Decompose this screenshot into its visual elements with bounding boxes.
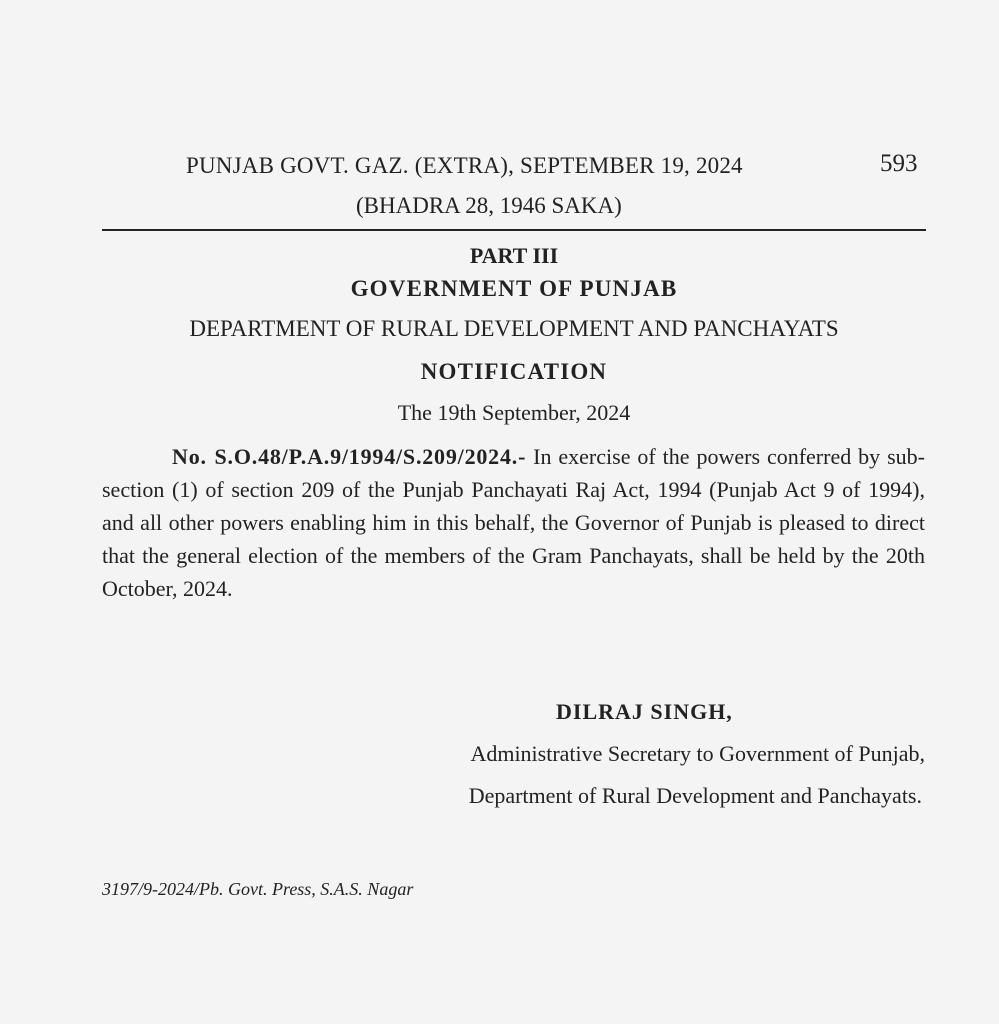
notification-number: No. S.O.48/P.A.9/1994/S.209/2024.- (172, 444, 527, 469)
notification-body (102, 440, 925, 605)
government-heading: GOVERNMENT OF PUNJAB (350, 276, 678, 301)
notification-date: The 19th September, 2024 (397, 400, 631, 425)
notification-text: In exercise of the powers conferred by sub-section (1) of section 209 of the Punjab Panchayati Raj Act, 1994 (Punjab Act 9 of 1994), and all other powers enabling him in this behalf, the Governor of Punjab is pleased to direct that the general election of the members of the Gram Panchayats, shall be held by the 20th October, 2024. (102, 444, 925, 601)
signatory-department: Department of Rural Development and Panchayats. (468, 783, 922, 808)
department-heading: DEPARTMENT OF RURAL DEVELOPMENT AND PANCHAYATS (189, 316, 839, 341)
page-number: 593 (880, 150, 918, 177)
gazette-header-title: PUNJAB GOVT. GAZ. (EXTRA), SEPTEMBER 19, 2024 (186, 153, 743, 178)
gazette-header-saka-date: (BHADRA 28, 1946 SAKA) (356, 193, 622, 218)
notification-heading: NOTIFICATION (420, 359, 608, 384)
signatory-name: DILRAJ SINGH, (556, 699, 733, 724)
header-divider (102, 229, 926, 231)
signatory-designation: Administrative Secretary to Government of Punjab, (470, 741, 925, 766)
part-heading: PART III (469, 243, 559, 268)
press-imprint: 3197/9-2024/Pb. Govt. Press, S.A.S. Nagar (102, 879, 414, 899)
